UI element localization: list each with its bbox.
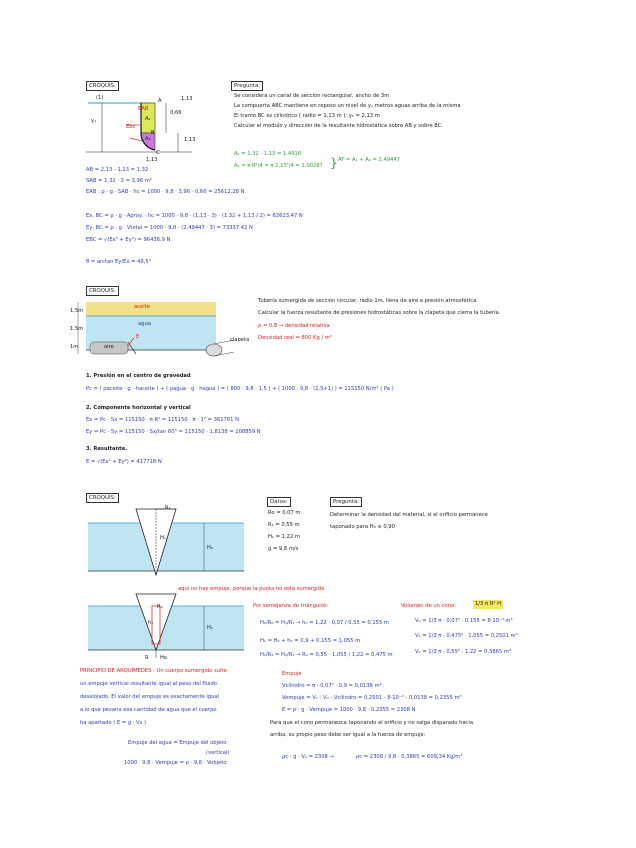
density-relative: ρ = 0,8 → densidad relativa (258, 323, 330, 329)
empuje-title: Empuje (282, 671, 302, 677)
cone2-label-R2: R₂ (157, 604, 163, 610)
brace: } (330, 156, 338, 170)
label-agua: agua (138, 321, 151, 327)
principio-3: a lo que pesaría esa cantidad de agua que el cuerpo (80, 707, 217, 713)
vol-1: V₁ = 1/3 π · 0,475² · 1,055 = 0,2501 m³ (415, 633, 518, 639)
density-real: Densidad real = 800 Kg / m³ (258, 335, 332, 341)
datos-1: R₁ = 0,55 m (268, 522, 300, 528)
step3-title: 3. Resultante. (86, 446, 128, 452)
empuje-1: Vempuje = V₁ - V₀ - Vcilindro = 0,2501 - 8·10⁻⁴ - 0,0138 = 0,2355 m³ (282, 695, 462, 701)
area-a1: A₁ = 1,32 · 1,13 = 1,4916 (234, 151, 302, 157)
vol-0: V₀ = 1/3 π · 0,07² · 0,155 = 8·10⁻⁴ m³ (415, 618, 513, 624)
eq2b: ρc = 2308 / 9,8 · 0,3865 = 609,34 Kg/m³ (356, 754, 463, 760)
sketch-label-y1: y₁ (91, 118, 97, 124)
croquis-label-3: CROQUIS: (86, 493, 119, 503)
principio-0: PRINCIPIO DE ARQUÍMEDES : Un cuerpo sumergido sufre (80, 668, 227, 674)
eq1-2: 1000 · 9,8 · Vempuje = ρ · 9,8 · Vobjeto (124, 760, 227, 766)
cone1-label-R1: R₁ (165, 505, 171, 511)
problem1-line-2: La compuerta ABC mantiene en reposo un nivel de y₁ metros aguas arriba de la misma (234, 103, 461, 109)
label-15a: 1,5m (70, 308, 84, 314)
sketch-label-B: B (151, 130, 155, 136)
cone2-label-Ho: Ho (160, 655, 168, 661)
empuje-2: E = ρ · g · Vempuje = 1000 · 9,8 · 0,2355 = 2308 N (282, 707, 416, 713)
calc-sab: SAB = 1,32 · 3 = 3,96 m² (86, 178, 152, 184)
datos-3: g = 9,8 m/s (268, 546, 299, 552)
problem1-line-3: El tramo BC es cilíndrico ( radio = 1,13 m ); y₁ = 2,13 m (234, 113, 380, 119)
datos-0: Ro = 0,07 m (268, 510, 301, 516)
problem1-line-4: Calcular el módulo y dirección de la resultante hidrostática sobre AB y sobre BC. (234, 123, 444, 129)
problem2-line-1: Tubería sumergida de sección circular, radio 1m, llena de aire a presión atmosférica. (258, 298, 478, 304)
sketch-label-113a: 1,13 (181, 96, 193, 102)
vol-2: V₂ = 1/3 π · 0,55² · 1,22 = 0,3865 m³ (415, 649, 512, 655)
tri-2: H₁/R₁ = H₂/R₂ → R₂ = 0,55 · 1,055 / 1,22 = 0,475 m (260, 652, 393, 658)
area-total: AT = A₁ + A₂ = 2,49447 (338, 157, 400, 163)
area-a2: A₂ = π·R²/4 = π·1,13²/4 = 1,00287 (234, 163, 323, 169)
tri-1: H₁ = H₀ + h₀ = 0,9 + 0,155 = 1,055 m (260, 638, 361, 644)
calc-ab: AB = 2,13 - 1,13 = 1,32 (86, 167, 149, 173)
tri-0: H₀/R₀ = H₁/R₁ → h₀ = 1,22 · 0,07 / 0,55 = 0,155 m (260, 620, 389, 626)
cone2-label-H1: H₁ (207, 625, 213, 631)
cone1-label-H0: H₀ (207, 545, 213, 551)
eq1-0: Empuje del agua = Empuje del objeto (128, 740, 227, 746)
vol-formula: 1/3 π R² H (473, 600, 503, 609)
step2-ex: Ex = Pc · Sx = 115150 · π·R² = 115150 · π · 1² = 361761 N (86, 417, 239, 423)
calc-exbc: Ex, BC = ρ · g · Aproy. · hc = 1000 · 9,8 · (1,13 · 3) · (1,32 + 1,13 / 2) = 62623,47 N (86, 213, 303, 219)
calc-ebc: EBC = √(Ex² + Ey²) = 96436,9 N (86, 237, 171, 243)
datos-label: Datos: (267, 497, 291, 507)
problem1-line-1: Se considera un canal de sección rectangular, ancho de 3m (234, 93, 390, 99)
sketch-label-A: A (158, 98, 162, 104)
pipe-sketch (68, 298, 288, 360)
calc-theta: θ = arctan Ey/Ex = 49,5° (86, 259, 152, 265)
cone2-label-R: R (145, 655, 149, 661)
step2-ey: Ey = Pc · Sy = 115150 · Sx/tan 60° = 115150 · 1,8138 = 208859 N (86, 429, 261, 435)
cone2-label-h1: h₁ (148, 620, 154, 626)
sketch-label-C: C (156, 150, 160, 156)
cone-sketch-2 (86, 592, 246, 664)
eq2: ρc · g · V₂ = 2308 → (282, 754, 334, 760)
label-15b: 1,5m (70, 326, 84, 332)
sketch-label-113b: 1,13 (184, 137, 196, 143)
tri-title: Por semejanza de triángulos: (253, 603, 329, 609)
principio-1: un empuje vertical resultante igual al peso del fluido (80, 681, 217, 687)
gate-sketch (82, 92, 202, 170)
datos-2: H₁ = 1,22 m (268, 534, 300, 540)
sketch-label-1: (1) (96, 95, 104, 101)
cone-sketch-1 (86, 505, 246, 585)
croquis-label-2: CROQUIS: (86, 286, 119, 296)
label-1m: 1m (70, 344, 79, 350)
sketch-label-Ebc: Ebc (126, 124, 136, 130)
step2-title: 2. Componente horizontal y vertical (86, 405, 191, 411)
vol-title: Volumen de un cono: (401, 603, 456, 609)
step3-calc: E = √(Ex² + Ey²) = 417718 N (86, 459, 162, 465)
para-0: Para que el cono permanezca taponando el orificio y no salga disparado hacia (270, 720, 474, 726)
croquis-label-1: CROQUIS: (86, 81, 119, 91)
sketch-label-A1: A₁ (145, 116, 151, 122)
pregunta-label-3: Pregunta: (330, 497, 362, 507)
principio-4: ha apartado ( E = g · Vs ) (80, 720, 146, 726)
step1-calc: Pc = ( ρaceite · g · haceite ) + ( ρagua · g · hagua ) = ( 800 · 9,8 · 1,5 ) + ( 1000 · 9,8 · (2,5+1) ) = 115150 N/m² ( Pa ) (86, 386, 394, 392)
pregunta-label-1: Pregunta: (231, 81, 263, 91)
question-0: Determinar la densidad del material, si el orificio permanece (330, 512, 488, 518)
label-aire: aire (104, 344, 114, 350)
problem2-line-2: Calcular la fuerza resultante de presiones hidrostáticas sobre la clapeta que cierra la tubería. (258, 310, 501, 316)
sketch-label-066: 0,66 (170, 110, 182, 116)
para-1: arriba, su propio peso debe ser igual a la fuerza de empuje: (270, 732, 426, 738)
label-clapeta: clapeta (230, 337, 250, 343)
cone1-label-H1: H₁ (160, 535, 166, 541)
calc-eab: EAB : ρ · g · SAB · hc = 1000 · 9,8 · 3,96 · 0,66 = 25612,28 N (86, 189, 245, 195)
label-E: E (136, 334, 140, 340)
sketch-label-Eab: EAB (138, 106, 149, 112)
question-1: taponado para H₀ ≤ 0,90 (330, 524, 395, 530)
principio-2: desalojado. El valor del empuje es exactamente igual (80, 694, 219, 700)
empuje-0: Vcilindro = π · 0,07² · 0,9 = 0,0138 m³ (282, 683, 382, 689)
eq1-1: (vertical) (206, 750, 230, 756)
label-aceite: aceite (134, 304, 150, 310)
calc-eybc: Ey, BC = ρ · g · Vtotal = 1000 · 9,8 · (2,49447 · 3) = 73337,42 N (86, 225, 253, 231)
sketch-label-r113: 1,13 (146, 157, 158, 163)
sketch-label-A2: A₂ (145, 136, 151, 142)
red-note: aquí no hay empuje, porque la punta no está sumergida (178, 586, 325, 592)
step1-title: 1. Presión en el centro de gravedad (86, 373, 191, 379)
